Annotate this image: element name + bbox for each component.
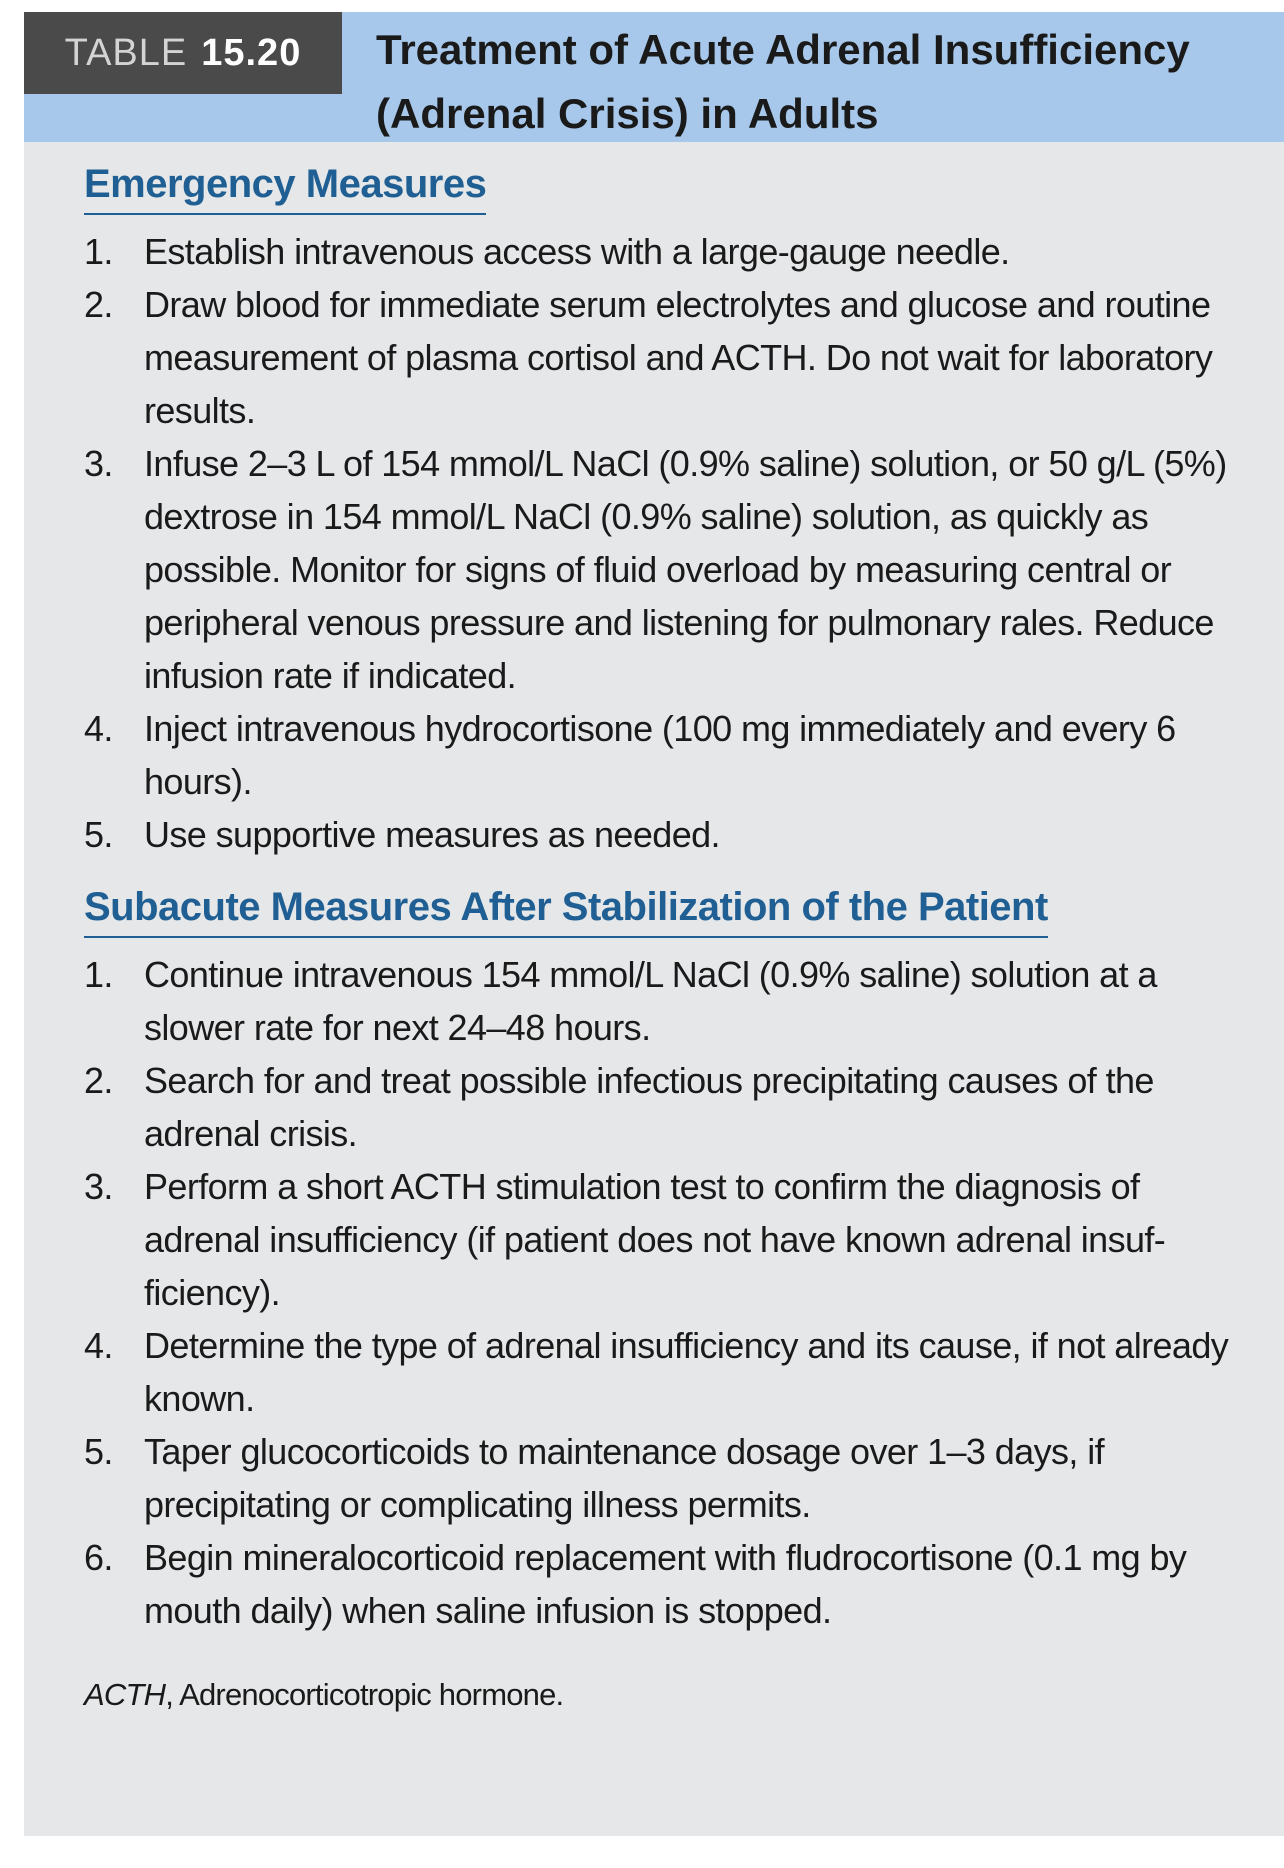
table-label bbox=[24, 12, 342, 94]
list-item bbox=[84, 702, 1254, 808]
item-number: 2. bbox=[84, 284, 113, 325]
item-text: Establish intravenous access with a large-gauge needle. bbox=[144, 231, 1010, 272]
section-heading: Subacute Measures After Stabilization of the Patient bbox=[84, 885, 1048, 938]
section-emergency-measures bbox=[84, 162, 1254, 861]
table-label-number: 15.20 bbox=[201, 31, 302, 74]
list-item bbox=[84, 225, 1254, 278]
item-text: Perform a short ACTH stimulation test to confirm the diagnosis of adrenal insufficiency (if patient does not have known adrenal insufficiency). bbox=[144, 1166, 1166, 1313]
item-number: 3. bbox=[84, 443, 113, 484]
item-text: Begin mineralocorticoid replacement with fludrocortisone (0.1 mg by mouth daily) when saline infusion is stopped. bbox=[144, 1537, 1187, 1631]
item-number: 6. bbox=[84, 1537, 113, 1578]
item-number: 4. bbox=[84, 1325, 113, 1366]
steps-list bbox=[84, 948, 1254, 1637]
section-subacute-measures bbox=[84, 885, 1254, 1637]
item-number: 4. bbox=[84, 708, 113, 749]
item-number: 5. bbox=[84, 1431, 113, 1472]
item-text: Taper glucocorticoids to maintenance dosage over 1–3 days, if precipitating or complicating illness permits. bbox=[144, 1431, 1104, 1525]
list-item bbox=[84, 1319, 1254, 1425]
list-item bbox=[84, 1054, 1254, 1160]
item-text: Inject intravenous hydrocortisone (100 mg immediately and every 6 hours). bbox=[144, 708, 1176, 802]
list-item bbox=[84, 948, 1254, 1054]
item-text: Continue intravenous 154 mmol/L NaCl (0.9% saline) solution at a slower rate for next 24–48 hours. bbox=[144, 954, 1157, 1048]
list-item bbox=[84, 278, 1254, 437]
list-item bbox=[84, 1425, 1254, 1531]
table-footnote bbox=[84, 1677, 1254, 1713]
item-text: Use supportive measures as needed. bbox=[144, 814, 720, 855]
item-number: 1. bbox=[84, 954, 113, 995]
item-text: Infuse 2–3 L of 154 mmol/L NaCl (0.9% saline) solution, or 50 g/L (5%) dextrose in 154 mmol/L NaCl (0.9% saline) solution, as quickly as possible. Monitor for signs of fluid overload by measuring central or peripheral venous pressure and listening for pulmonary rales. Reduce infusion rate if indicated. bbox=[144, 443, 1227, 696]
item-number: 3. bbox=[84, 1166, 113, 1207]
item-text: Determine the type of adrenal insufficiency and its cause, if not already known. bbox=[144, 1325, 1229, 1419]
table-title-line2: (Adrenal Crisis) in Adults bbox=[376, 90, 879, 137]
list-item bbox=[84, 808, 1254, 861]
table-content bbox=[84, 162, 1254, 1713]
table-title bbox=[376, 18, 1276, 146]
table-header bbox=[24, 12, 1284, 142]
item-number: 2. bbox=[84, 1060, 113, 1101]
section-heading: Emergency Measures bbox=[84, 162, 486, 215]
table-box bbox=[24, 12, 1284, 1836]
list-item bbox=[84, 1531, 1254, 1637]
footnote-abbreviation: ACTH bbox=[84, 1677, 166, 1712]
item-number: 1. bbox=[84, 231, 113, 272]
list-item bbox=[84, 1160, 1254, 1319]
table-label-word: TABLE bbox=[64, 31, 188, 74]
footnote-definition: , Adrenocorticotropic hormone. bbox=[165, 1677, 564, 1712]
list-item bbox=[84, 437, 1254, 702]
steps-list bbox=[84, 225, 1254, 861]
item-number: 5. bbox=[84, 814, 113, 855]
item-text: Draw blood for immediate serum electrolytes and glucose and routine measurement of plasma cortisol and ACTH. Do not wait for laboratory results. bbox=[144, 284, 1213, 431]
item-text: Search for and treat possible infectious precipitating causes of the adrenal crisis. bbox=[144, 1060, 1154, 1154]
table-title-line1: Treatment of Acute Adrenal Insufficiency bbox=[376, 26, 1190, 73]
